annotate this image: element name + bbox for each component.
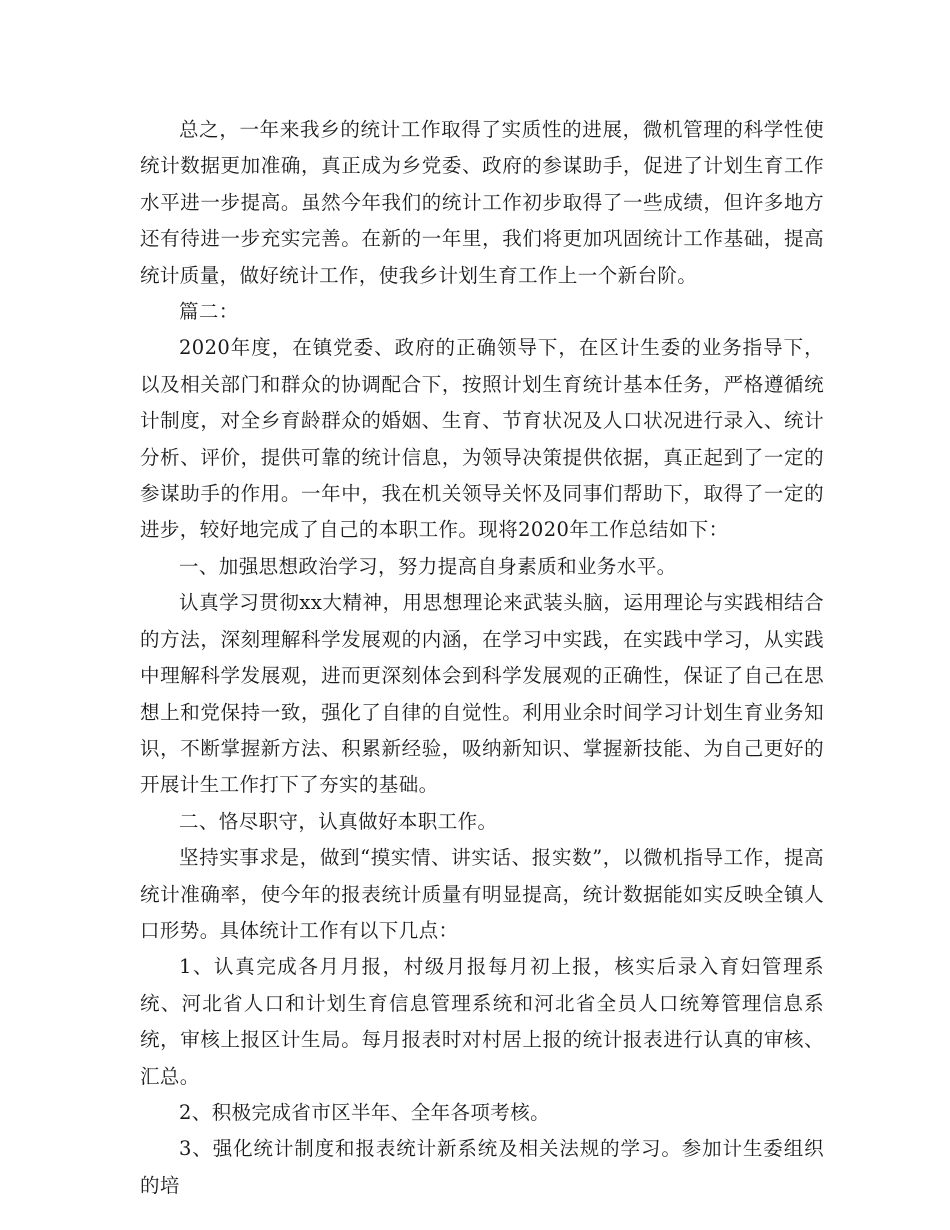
list-item-system-study: 3、强化统计制度和报表统计新系统及相关法规的学习。参加计生委组织的培 [140, 1137, 824, 1197]
list-item-monthly-reports: 1、认真完成各月月报，村级月报每月初上报，核实后录入育妇管理系统、河北省人口和计划生育信息管理系统和河北省全员人口统筹管理信息系统，审核上报区计生局。每月报表时对村居上报的统计报表进行认真的审核、汇总。 [140, 955, 824, 1088]
paragraph-summary: 总之，一年来我乡的统计工作取得了实质性的进展，微机管理的科学性使统计数据更加准确，真正成为乡党委、政府的参谋助手，促进了计划生育工作水平进一步提高。虽然今年我们的统计工作初步取得了一些成绩，但许多地方还有待进一步充实完善。在新的一年里，我们将更加巩固统计工作基础，提高统计质量，做好统计工作，使我乡计划生育工作上一个新台阶。 [140, 118, 824, 287]
heading-duties: 二、恪尽职守，认真做好本职工作。 [179, 809, 498, 833]
document-body [140, 112, 824, 1204]
section-heading-part-two: 篇二： [179, 300, 239, 324]
paragraph-political-study: 认真学习贯彻xx大精神，用思想理论来武装头脑，运用理论与实践相结合的方法，深刻理解科学发展观的内涵，在学习中实践，在实践中学习，从实践中理解科学发展观，进而更深刻体会到科学发展观的正确性，保证了自己在思想上和党保持一致，强化了自律的自觉性。利用业余时间学习计划生育业务知识，不断掌握新方法、积累新经验，吸纳新知识、掌握新技能、为自己更好的开展计生工作打下了夯实的基础。 [140, 591, 824, 797]
paragraph-intro-2020: 2020年度，在镇党委、政府的正确领导下，在区计生委的业务指导下，以及相关部门和群众的协调配合下，按照计划生育统计基本任务，严格遵循统计制度，对全乡育龄群众的婚姻、生育、节育状况及人口状况进行录入、统计分析、评价，提供可靠的统计信息，为领导决策提供依据，真正起到了一定的参谋助手的作用。一年中，我在机关领导关怀及同事们帮助下，取得了一定的进步，较好地完成了自己的本职工作。现将2020年工作总结如下： [140, 336, 824, 542]
list-item-assessments: 2、积极完成省市区半年、全年各项考核。 [179, 1100, 551, 1124]
paragraph-duties: 坚持实事求是，做到“摸实情、讲实话、报实数”，以微机指导工作，提高统计准确率，使今年的报表统计质量有明显提高，统计数据能如实反映全镇人口形势。具体统计工作有以下几点： [140, 846, 824, 942]
heading-political-study: 一、加强思想政治学习，努力提高自身素质和业务水平。 [179, 554, 677, 578]
